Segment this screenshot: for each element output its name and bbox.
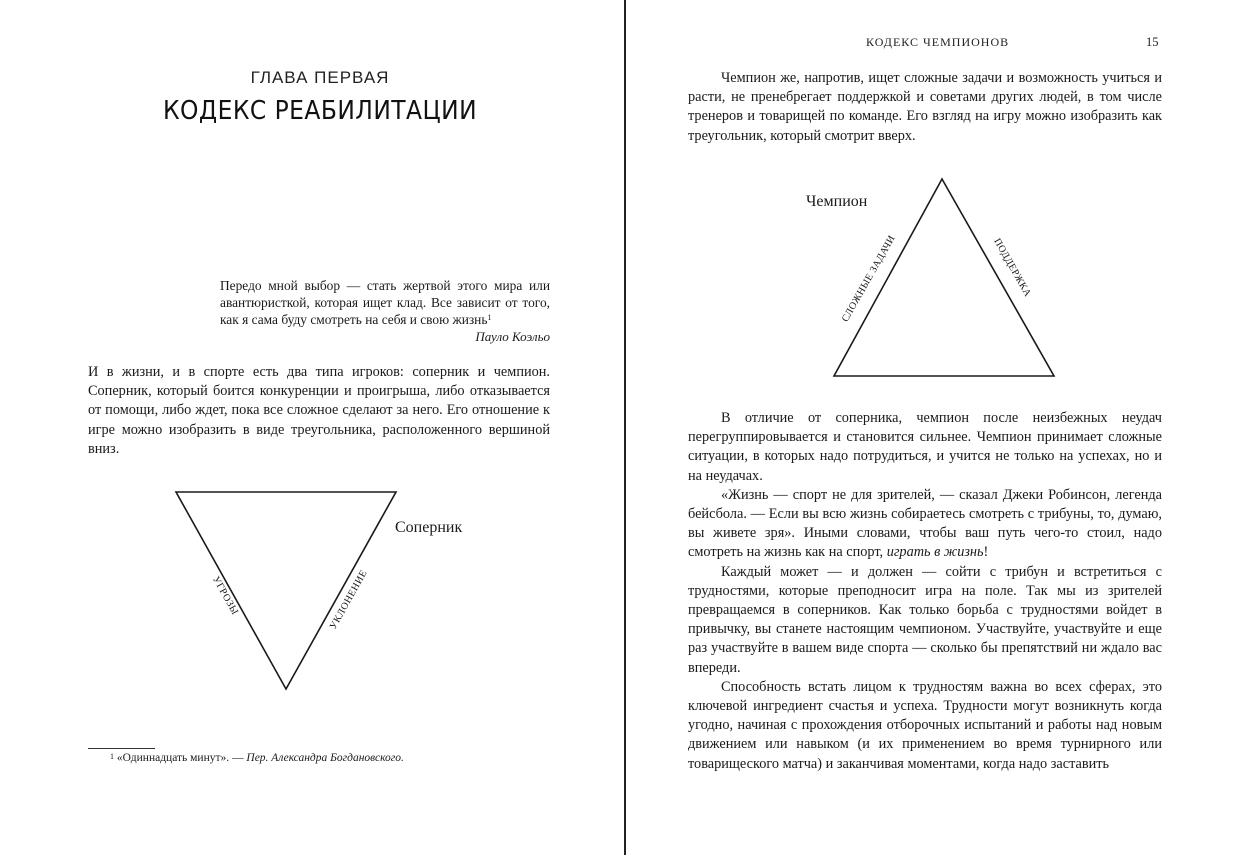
epigraph-footnote-mark[interactable]: 1 — [487, 313, 492, 322]
threats-side-label: УГРОЗЫ — [210, 574, 241, 618]
champion-label: Чемпион — [806, 193, 868, 210]
right-paragraph-3: Каждый может — и должен — сойти с трибун и встретиться с трудностями, которые преподносит игра на поле. Так мы из зрителей превращаемся в соперников. Как только борьба с трудностями войдет в привычку, вы станете настоящим чемпионом. Участвуйте, участвуйте и еще раз участвуйте в вашем виде спорта — сколько бы препятствий ни ждало вас впереди. — [688, 563, 1162, 676]
right-top-text — [688, 69, 1162, 146]
epigraph — [220, 277, 550, 345]
right-paragraph-2 — [688, 486, 1162, 563]
rival-label: Соперник — [395, 519, 463, 536]
footnote-number: 1 — [110, 752, 114, 761]
running-head: КОДЕКС ЧЕМПИОНОВ — [866, 35, 1010, 49]
epigraph-text: Передо мной выбор — стать жертвой этого мира или авантюристкой, которая ищет клад. Все зависит от того, как я сама буду смотреть на себя и свою жизнь — [220, 278, 550, 327]
right-bottom-text — [688, 409, 1162, 774]
rival-triangle-diagram — [170, 484, 490, 699]
left-body-text — [88, 363, 550, 459]
robinson-quote: «Жизнь — спорт не для зрителей, — сказал Джеки Робинсон, легенда бейсбола. — Если вы всю жизнь собираетесь смотреть с трибуны, то, думаю, вы живете зря». Иными словами, чтобы ваш путь чего-то стоил, надо смотреть на жизнь как на спорт, — [688, 486, 1162, 561]
downward-triangle — [176, 492, 396, 689]
footnote-title: «Одиннадцать минут». — — [116, 752, 244, 764]
right-paragraph-4: Способность встать лицом к трудностям важна во всех сферах, это ключевой ингредиент счастья и успеха. Трудности могут возникнуть когда угодно, начиная с прохождения отборочных испытаний и работы над новым движением или навыком (и их применением во время турнирного или товарищеского матча) и заканчивая моментами, когда надо заставить — [688, 678, 1162, 772]
play-life-emphasis: играть в жизнь — [886, 544, 984, 561]
left-page — [0, 0, 624, 855]
right-paragraph-top: Чемпион же, напротив, ищет сложные задачи и возможность учиться и расти, не пренебрегает поддержкой и советами других людей, в том числе тренеров и товарищей по команде. Его взгляд на игру можно изобразить как треугольник, который смотрит вверх. — [688, 70, 1162, 144]
support-side-label: ПОДДЕРЖКА — [991, 236, 1034, 299]
evasion-side-label: УКЛОНЕНИЕ — [327, 568, 370, 632]
page-gutter — [624, 0, 626, 855]
epigraph-quote — [220, 277, 550, 328]
footnote-translator: Пер. Александра Богдановского. — [246, 752, 404, 764]
left-paragraph: И в жизни, и в спорте есть два типа игроков: соперник и чемпион. Соперник, который боится конкуренции и проигрыша, либо отказывается от помощи, либо ждет, пока все сложное сделают за него. Его отношение к игре можно изобразить в виде треугольника, расположенного вершиной вниз. — [88, 364, 550, 457]
challenges-side-label: СЛОЖНЫЕ ЗАДАЧИ — [839, 233, 898, 324]
footnote-rule — [88, 748, 155, 749]
page-number: 15 — [1146, 35, 1159, 49]
footnote — [110, 751, 404, 766]
champion-triangle-diagram — [800, 170, 1070, 385]
chapter-title: КОДЕКС РЕАБИЛИТАЦИИ — [162, 96, 478, 126]
paragraph-2-end: ! — [983, 544, 989, 561]
right-paragraph-1: В отличие от соперника, чемпион после неизбежных неудач перегруппировывается и становится сильнее. Чемпион принимает сложные ситуации, в которых надо потрудиться, и учится не только на успехах, но и на неудачах. — [688, 410, 1162, 484]
chapter-label: ГЛАВА ПЕРВАЯ — [250, 68, 390, 87]
epigraph-author: Пауло Коэльо — [475, 329, 550, 344]
